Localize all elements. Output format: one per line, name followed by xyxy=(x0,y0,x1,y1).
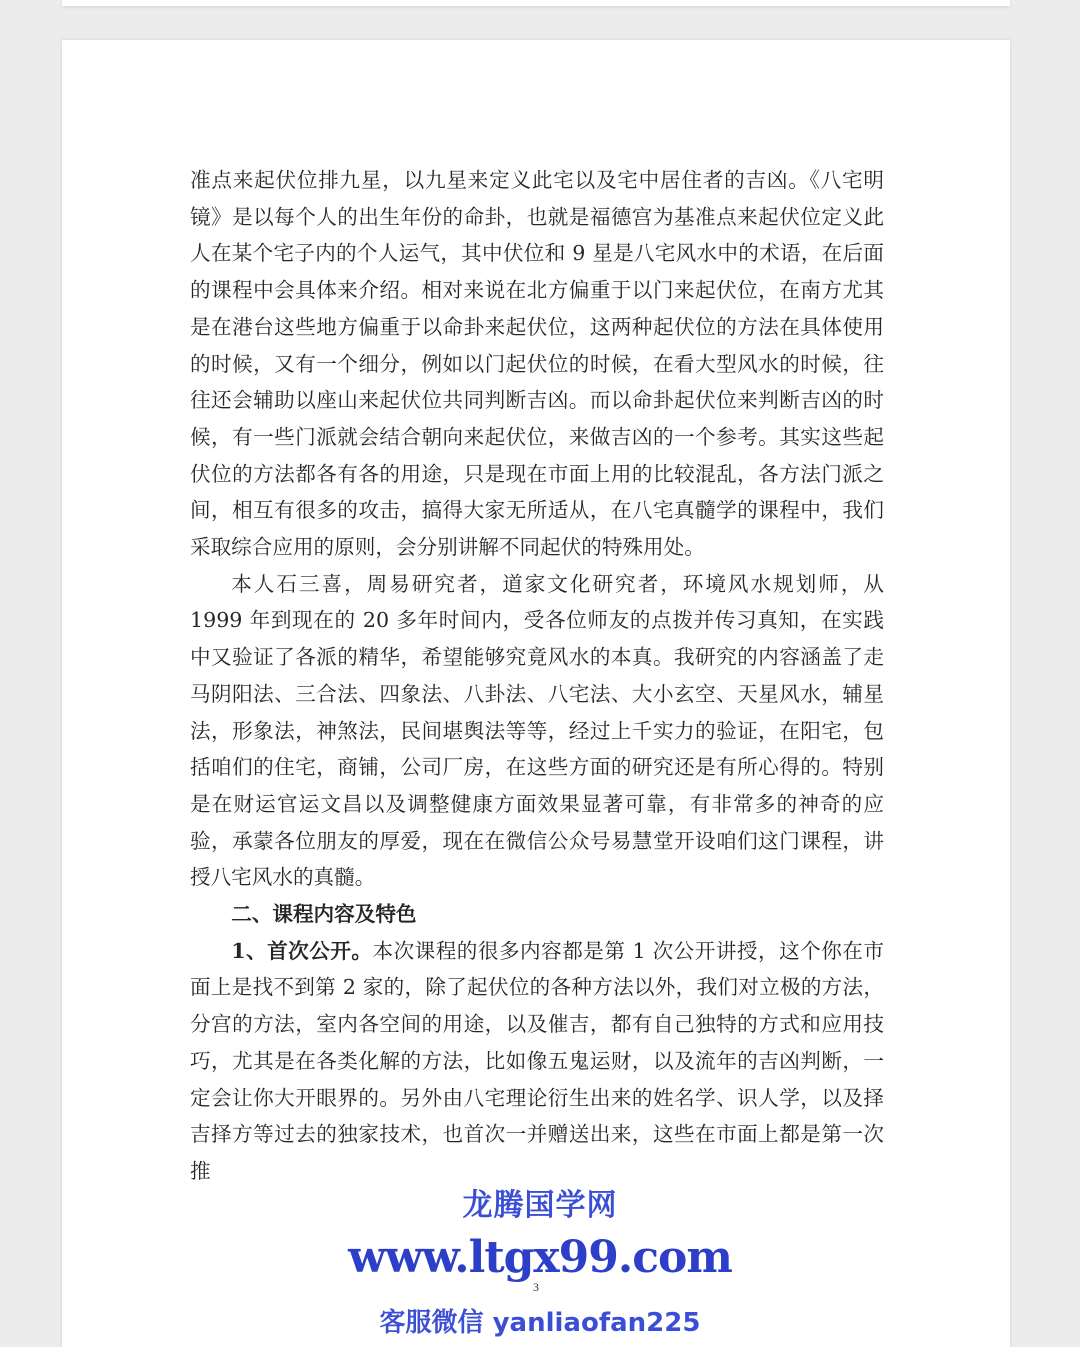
paragraph-first-public: 1、首次公开。本次课程的很多内容都是第 1 次公开讲授，这个你在市面上是找不到第 2 家的，除了起伏位的各种方法以外，我们对立极的方法，分宫的方法，室内各空间的用途，以及催吉，都有自己独特的方式和应用技巧，尤其是在各类化解的方法，比如像五鬼运财，以及流年的吉凶判断，一定会让你大开眼界的。另外由八宅理论衍生出来的姓名学、识人学，以及择吉择方等过去的独家技术，也首次一并赠送出来，这些在市面上都是第一次推 xyxy=(190,938,884,1183)
page-number: 3 xyxy=(533,1280,539,1294)
paragraph-continuation: 准点来起伏位排九星，以九星来定义此宅以及宅中居住者的吉凶。《八宅明镜》是以每个人的出生年份的命卦，也就是福德宫为基准点来起伏位定义此人在某个宅子内的个人运气，其中伏位和 9 星是八宅风水中的术语，在后面的课程中会具体来介绍。相对来说在北方偏重于以门来起伏位，在南方尤其是在港台这些地方偏重于以命卦来起伏位，这两种起伏位的方法在具体使用的时候，又有一个细分，例如以门起伏位的时候，在看大型风水的时候，往往还会辅助以座山来起伏位共同判断吉凶。而以命卦起伏位来判断吉凶的时候，有一些门派就会结合朝向来起伏位，来做吉凶的一个参考。其实这些起伏位的方法都各有各的用途，只是现在市面上用的比较混乱，各方法门派之间，相互有很多的攻击，搞得大家无所适从，在八宅真髓学的课程中，我们采取综合应用的原则，会分别讲解不同起伏的特殊用处。 xyxy=(190,168,884,560)
document-page xyxy=(62,40,1010,1347)
watermark-url: www.ltgx99.com xyxy=(348,1232,732,1283)
watermark-contact: 客服微信 yanliaofan225 xyxy=(379,1308,701,1338)
paragraph-author-intro: 本人石三喜，周易研究者，道家文化研究者，环境风水规划师，从 1999 年到现在的 20 多年时间内，受各位师友的点拨并传习真知，在实践中又验证了各派的精华，希望能够究竟风水的本真。我研究的内容涵盖了走马阴阳法、三合法、四象法、八卦法、八宅法、大小玄空、天星风水，辅星法，形象法，神煞法，民间堪舆法等等，经过上千实力的验证，在阳宅，包括咱们的住宅，商铺，公司厂房，在这些方面的研究还是有所心得的。特别是在财运官运文昌以及调整健康方面效果显著可靠，有非常多的神奇的应验，承蒙各位朋友的厚爱，现在在微信公众号易慧堂开设咱们这门课程，讲授八宅风水的真髓。 xyxy=(190,571,884,890)
previous-page-edge xyxy=(62,0,1010,6)
page-content xyxy=(190,162,884,1190)
paragraph-lead: 1、首次公开。 xyxy=(231,938,373,963)
watermark-site-name: 龙腾国学网 xyxy=(462,1188,618,1223)
section-heading: 二、课程内容及特色 xyxy=(231,902,417,927)
